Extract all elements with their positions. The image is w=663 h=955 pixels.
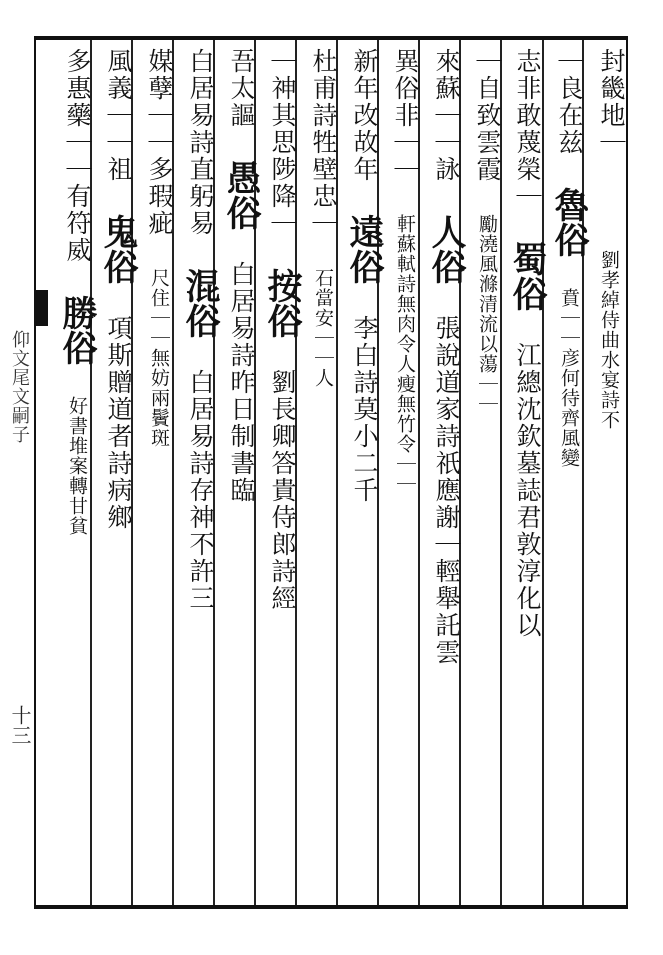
text-run: 李白詩莫小二千 bbox=[350, 315, 379, 504]
fore-edge-label: 仰文尾文嗣子 bbox=[9, 330, 30, 444]
text-run: 白居易詩昨日制書臨 bbox=[227, 261, 256, 504]
annotation: 石當安｜｜人 bbox=[312, 268, 334, 388]
text-run: 來蘇｜｜詠 bbox=[432, 48, 461, 183]
headword: 混俗 bbox=[180, 268, 221, 338]
headword: 遠俗 bbox=[344, 214, 385, 284]
text-run: 吾太謳 bbox=[227, 48, 256, 129]
text-run: 異俗非｜｜ bbox=[391, 48, 420, 183]
headword: 按俗 bbox=[262, 268, 303, 338]
text-column-1 bbox=[592, 48, 630, 156]
text-column-9 bbox=[263, 48, 301, 612]
annotation: 勵澆風滌清流以蕩｜｜ bbox=[476, 214, 498, 414]
text-column-7 bbox=[345, 48, 383, 504]
annotation: 好書堆案轉甘貧 bbox=[66, 396, 88, 536]
annotation: 尺住｜｜無妨兩鬢斑 bbox=[148, 268, 170, 448]
text-column-3 bbox=[508, 48, 546, 639]
text-column-5 bbox=[427, 48, 465, 666]
annotation: 軒蘇軾詩無肉令人瘦無竹令｜｜ bbox=[394, 214, 416, 494]
right-border bbox=[626, 36, 628, 909]
text-run: ｜良在兹 bbox=[555, 48, 584, 156]
text-run: 風義｜｜祖 bbox=[104, 48, 133, 183]
headword: 鬼俗 bbox=[98, 214, 139, 284]
text-column-12 bbox=[140, 48, 178, 448]
left-border bbox=[34, 36, 36, 909]
text-run: 江總沈欽墓誌君敦淳化以 bbox=[513, 342, 542, 639]
text-run: 白居易詩存神不許三 bbox=[186, 369, 215, 612]
text-run: 多惠藥｜｜有符威 bbox=[63, 48, 92, 264]
text-column-13 bbox=[99, 48, 137, 531]
text-column-8 bbox=[304, 48, 342, 388]
folio-number: 十三 bbox=[8, 705, 32, 745]
text-run: 杜甫詩牲壁忠｜ bbox=[309, 48, 338, 237]
headword: 勝俗 bbox=[57, 295, 98, 365]
text-column-4 bbox=[468, 48, 506, 414]
citation-column bbox=[590, 250, 628, 430]
text-run: 項斯贈道者詩病鄉 bbox=[104, 315, 133, 531]
headword: 蜀俗 bbox=[507, 241, 548, 311]
top-border bbox=[34, 36, 628, 40]
bottom-border bbox=[34, 905, 628, 909]
headword: 人俗 bbox=[426, 214, 467, 284]
annotation: 賁｜｜彦何待齊風變 bbox=[558, 288, 580, 468]
text-run: ｜自致雲霞 bbox=[473, 48, 502, 183]
text-run: 張說道家詩祇應謝｜輕舉託雲 bbox=[432, 315, 461, 666]
headword: 愚俗 bbox=[221, 160, 262, 230]
text-column-11 bbox=[181, 48, 219, 612]
text-run: 媒孽｜｜多瑕疵 bbox=[145, 48, 174, 237]
headword: 魯俗 bbox=[549, 187, 590, 257]
margin-tab bbox=[34, 290, 48, 326]
text-column-10 bbox=[222, 48, 260, 504]
citation: 劉孝綽侍曲水宴詩不 bbox=[598, 250, 620, 430]
text-run: 新年改故年 bbox=[350, 48, 379, 183]
text-run: 封畿地｜ bbox=[597, 48, 626, 156]
text-column-2 bbox=[550, 48, 588, 468]
text-run: 劉長卿答貴侍郎詩經 bbox=[268, 369, 297, 612]
text-column-14 bbox=[58, 48, 96, 536]
text-run: ｜神其思陟降｜ bbox=[268, 48, 297, 237]
text-run: 志非敢蔑榮｜ bbox=[513, 48, 542, 210]
text-column-6 bbox=[386, 48, 424, 494]
text-run: 白居易詩直躬易 bbox=[186, 48, 215, 237]
